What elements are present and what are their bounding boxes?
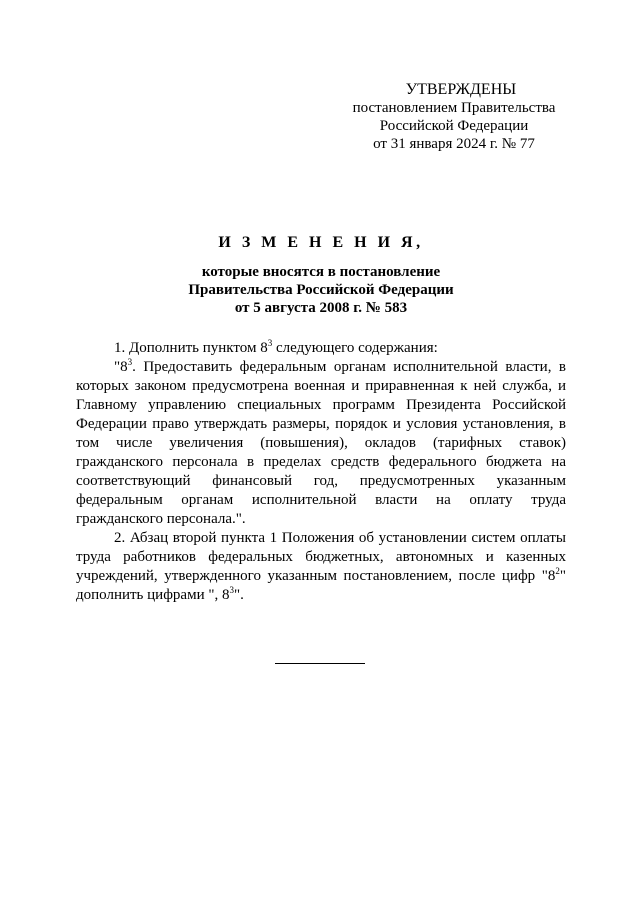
paragraph-3: 2. Абзац второй пункта 1 Положения об установлении систем оплаты труда работников федеральных бюджетных, автономных и казенных учреждений, утвержденного указанным постановлением, после цифр "$8^2$" дополнить цифрами ", $8^3$". bbox=[76, 530, 566, 603]
title-line-1: которые вносятся в постановление bbox=[201, 264, 441, 280]
title-main: И З М Е Н Е Н И Я, bbox=[218, 234, 424, 251]
document-title bbox=[76, 232, 566, 317]
approval-line-2: Российской Федерации bbox=[379, 118, 529, 134]
title-line-2: Правительства Российской Федерации bbox=[188, 282, 454, 298]
approval-heading: УТВЕРЖДЕНЫ bbox=[405, 81, 517, 98]
approval-stamp bbox=[340, 80, 568, 153]
approval-line-1: постановлением Правительства bbox=[352, 100, 556, 116]
paragraph-2: "$8^3$. Предоставить федеральным органам исполнительной власти, в которых законом предусмотрена военная и приравненная к ней служба, и Главному управлению специальных программ Президента Российской Федерации право утверждать размеры, порядок и условия установления, в том числе увеличения (повышения), окладов (тарифных ставок) гражданского персонала в пределах средств федерального бюджета на соответствующий финансовый год, предусмотренных указанным федеральным органам исполнительной власти на оплату труда гражданского персонала.". bbox=[76, 357, 566, 527]
title-line-3: от 5 августа 2008 г. № 583 bbox=[234, 300, 408, 316]
paragraph-1: 1. Дополнить пунктом $8^3$ следующего содержания: bbox=[114, 338, 438, 356]
end-divider bbox=[275, 663, 365, 664]
document-body bbox=[76, 339, 566, 605]
approval-line-3: от 31 января 2024 г. № 77 bbox=[373, 136, 535, 152]
